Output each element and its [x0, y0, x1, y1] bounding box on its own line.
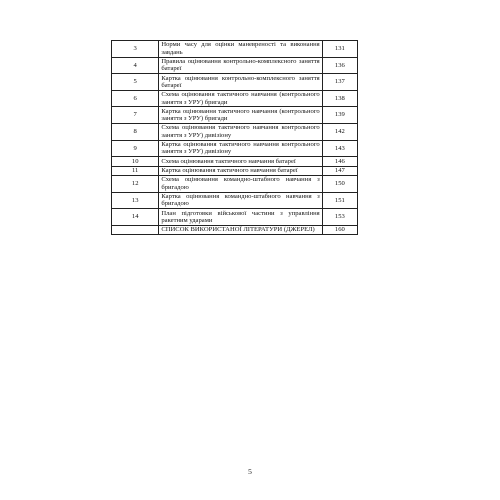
row-number: 5: [112, 74, 159, 91]
table-row: [112, 123, 358, 140]
row-title: Схема оцінювання тактичного навчання контрольного заняття з УРУ) дивізіону: [159, 123, 322, 140]
table-row: [112, 107, 358, 124]
row-title: Норми часу для оцінки маневреності та виконання завдань: [159, 41, 322, 58]
row-number: 14: [112, 209, 159, 226]
table-row: [112, 74, 358, 91]
row-title: Картка оцінювання тактичного навчання (контрольного заняття з УРУ) бригади: [159, 107, 322, 124]
row-number: 11: [112, 166, 159, 175]
row-page: 131: [322, 41, 357, 58]
table-row: [112, 41, 358, 58]
table-row: [112, 166, 358, 175]
page-number: 5: [248, 467, 252, 476]
row-title: СПИСОК ВИКОРИСТАНОЇ ЛІТЕРАТУРИ (ДЖЕРЕЛ): [159, 225, 322, 234]
row-title: Правила оцінювання контрольно-комплексного заняття батареї: [159, 57, 322, 74]
row-number: 7: [112, 107, 159, 124]
table-row: [112, 209, 358, 226]
row-number: 10: [112, 157, 159, 166]
row-number: 3: [112, 41, 159, 58]
table-row: [112, 57, 358, 74]
row-title: План підготовки військової частини з управління ракетним ударами: [159, 209, 322, 226]
row-page: 146: [322, 157, 357, 166]
row-page: 147: [322, 166, 357, 175]
row-title: Картка оцінювання контрольно-комплексного заняття батареї: [159, 74, 322, 91]
table-row: [112, 192, 358, 209]
row-number: 6: [112, 90, 159, 107]
table-row: [112, 175, 358, 192]
row-title: Картка оцінювання командно-штабного навчання з бригадою: [159, 192, 322, 209]
row-page: 150: [322, 175, 357, 192]
table-row: [112, 225, 358, 234]
row-page: 151: [322, 192, 357, 209]
row-title: Картка оцінювання тактичного навчання батареї: [159, 166, 322, 175]
row-page: 160: [322, 225, 357, 234]
table-row: [112, 157, 358, 166]
row-page: 142: [322, 123, 357, 140]
row-page: 137: [322, 74, 357, 91]
row-number: 8: [112, 123, 159, 140]
row-page: 136: [322, 57, 357, 74]
row-number: 9: [112, 140, 159, 157]
row-number: 13: [112, 192, 159, 209]
row-number: 4: [112, 57, 159, 74]
row-title: Схема оцінювання тактичного навчання (контрольного заняття з УРУ) бригади: [159, 90, 322, 107]
row-number: 12: [112, 175, 159, 192]
row-title: Схема оцінювання командно-штабного навчання з бригадою: [159, 175, 322, 192]
row-page: 143: [322, 140, 357, 157]
table-of-contents: [111, 40, 358, 235]
row-page: 138: [322, 90, 357, 107]
row-title: Схема оцінювання тактичного навчання батареї: [159, 157, 322, 166]
table-row: [112, 90, 358, 107]
row-number: [112, 225, 159, 234]
row-page: 153: [322, 209, 357, 226]
row-page: 139: [322, 107, 357, 124]
table-row: [112, 140, 358, 157]
row-title: Картка оцінювання тактичного навчання контрольного заняття з УРУ) дивізіону: [159, 140, 322, 157]
